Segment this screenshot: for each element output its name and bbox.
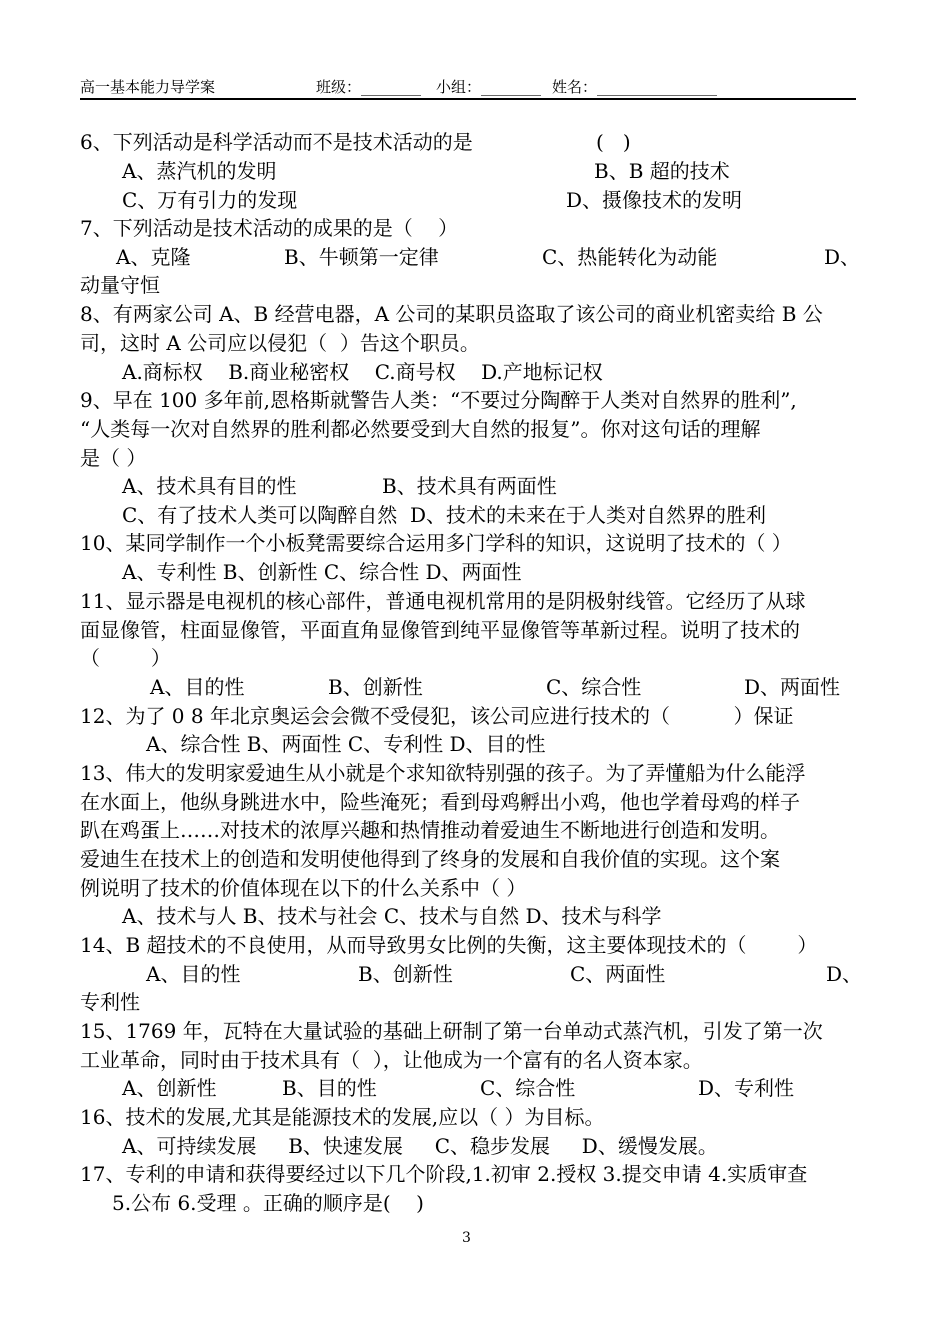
header-group-field: 小组：________: [436, 78, 542, 96]
header-name-field: 姓名：________________: [552, 78, 718, 96]
page-number: 3: [462, 1230, 471, 1246]
header-title: 高一基本能力导学案: [80, 78, 216, 96]
document-header: [80, 76, 856, 100]
header-class-field: 班级：________: [316, 78, 422, 96]
